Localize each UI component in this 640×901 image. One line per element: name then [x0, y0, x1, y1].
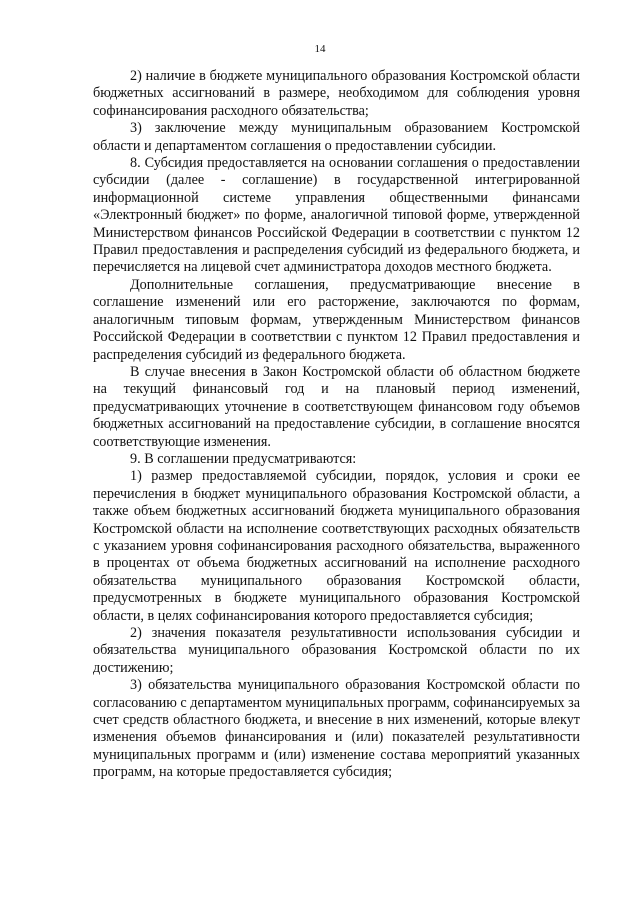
paragraph-item-2: 2) наличие в бюджете муниципального образования Костромской области бюджетных ассигнований в размере, необходимом для соблюдения уровня софинансирования расходного обязательства; — [93, 68, 580, 119]
paragraph-clause-8: 8. Субсидия предоставляется на основании соглашения о предоставлении субсидии (далее - соглашение) в государственной интегрированной информационной системе управления общественными финансами «Электронный бюджет» по форме, аналогичной типовой форме, утвержденной Министерством финансов Российской Федерации в соответствии с пунктом 12 Правил предоставления и распределения субсидий из федерального бюджета, и перечисляется на лицевой счет администратора доходов местного бюджета. — [93, 155, 580, 276]
paragraph-clause-9-item-2: 2) значения показателя результативности использования субсидии и обязательства муниципального образования Костромской области по их достижению; — [93, 625, 580, 676]
paragraph-clause-9-item-1: 1) размер предоставляемой субсидии, порядок, условия и сроки ее перечисления в бюджет муниципального образования Костромской области, а также объем бюджетных ассигнований бюджета муниципального образования Костромской области на исполнение соответствующих расходных обязательств с указанием уровня софинансирования расходного обязательства, выраженного в процентах от объема бюджетных ассигнований на исполнение расходного обязательства муниципального образования Костромской области, предусмотренных в бюджете муниципального образования Костромской области, в целях софинансирования которого предоставляется субсидия; — [93, 468, 580, 624]
paragraph-clause-9-item-3: 3) обязательства муниципального образования Костромской области по согласованию с департаментом муниципальных программ, софинансируемых за счет средств областного бюджета, и внесение в них изменений, которые влекут изменения объемов финансирования и (или) показателей результативности муниципальных программ и (или) изменение состава мероприятий указанных программ, на которые предоставляется субсидия; — [93, 677, 580, 781]
paragraph-law-amendments: В случае внесения в Закон Костромской области об областном бюджете на текущий финансовый год и на плановый период изменений, предусматривающих уточнение в соответствующем финансовом году объемов бюджетных ассигнований на предоставление субсидии, в соглашение вносятся соответствующие изменения. — [93, 363, 580, 450]
paragraph-additional-agreements: Дополнительные соглашения, предусматривающие внесение в соглашение изменений или его расторжение, заключаются по формам, аналогичным типовым формам, утвержденным Министерством финансов Российской Федерации в соответствии с пунктом 12 Правил предоставления и распределения субсидий из федерального бюджета. — [93, 276, 580, 363]
page-number: 14 — [314, 43, 326, 55]
paragraph-item-3: 3) заключение между муниципальным образованием Костромской области и департаментом соглашения о предоставлении субсидии. — [93, 120, 580, 154]
document-body — [93, 68, 580, 782]
paragraph-clause-9: 9. В соглашении предусматриваются: — [130, 450, 357, 467]
